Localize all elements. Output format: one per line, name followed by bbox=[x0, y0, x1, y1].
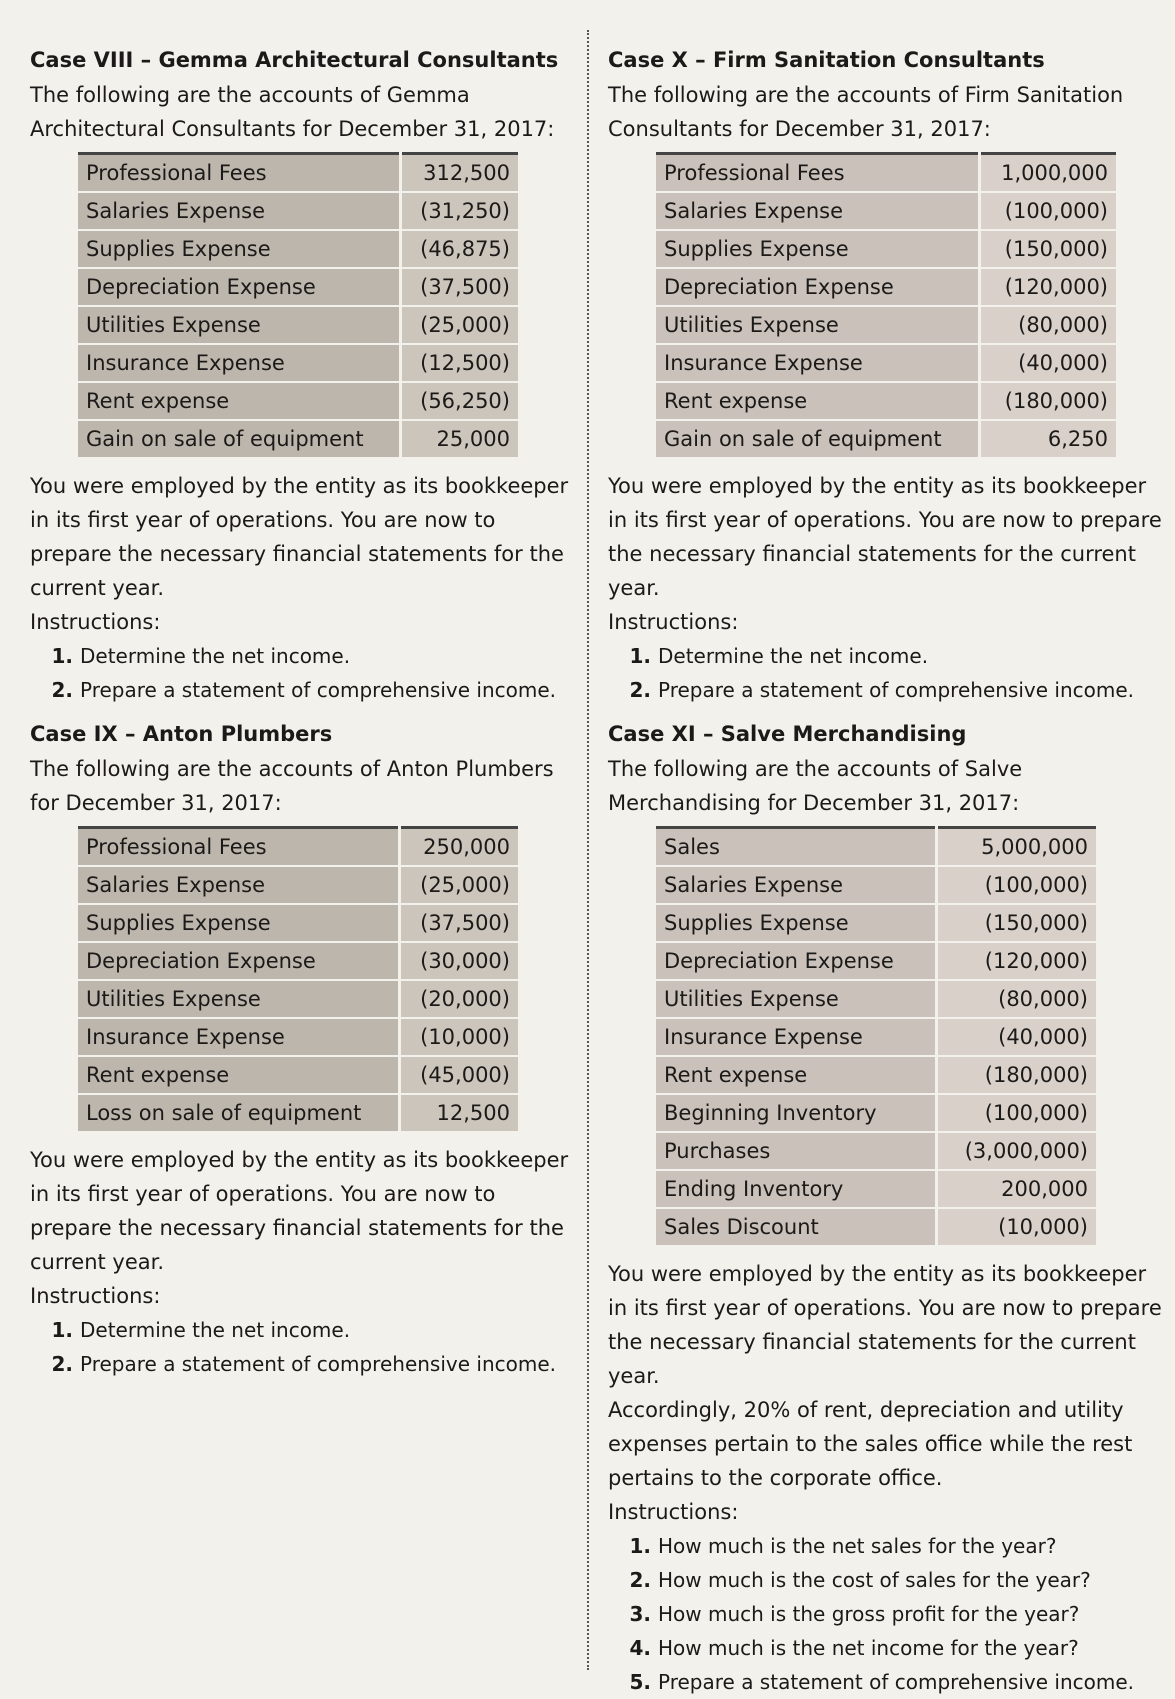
account-amount: (120,000) bbox=[936, 942, 1096, 980]
account-name: Salaries Expense bbox=[78, 866, 400, 904]
instruction-item: 2. Prepare a statement of comprehensive income. bbox=[80, 1347, 578, 1381]
table-row bbox=[656, 344, 1116, 382]
account-name: Supplies Expense bbox=[78, 904, 400, 942]
table-row bbox=[78, 942, 518, 980]
table-row bbox=[656, 980, 1096, 1018]
account-name: Rent expense bbox=[78, 382, 401, 420]
instructions-label: Instructions: bbox=[30, 1284, 161, 1308]
account-amount: (80,000) bbox=[980, 306, 1116, 344]
account-amount: 200,000 bbox=[936, 1170, 1096, 1208]
account-name: Professional Fees bbox=[656, 154, 980, 193]
account-amount: (37,500) bbox=[401, 268, 518, 306]
case-intro: The following are the accounts of Anton Plumbers for December 31, 2017: bbox=[30, 757, 554, 815]
case-x bbox=[608, 48, 1168, 707]
table-row bbox=[656, 828, 1096, 867]
account-amount: (180,000) bbox=[980, 382, 1116, 420]
account-amount: (150,000) bbox=[980, 230, 1116, 268]
table-row bbox=[656, 306, 1116, 344]
instructions-list bbox=[608, 1529, 1168, 1699]
case-intro: The following are the accounts of Firm Sanitation Consultants for December 31, 2017: bbox=[608, 83, 1124, 141]
table-row bbox=[656, 192, 1116, 230]
case-paragraph-allocation: Accordingly, 20% of rent, depreciation and utility expenses pertain to the sales office while the rest pertains to the corporate office. bbox=[608, 1398, 1133, 1490]
account-name: Purchases bbox=[656, 1132, 936, 1170]
account-name: Depreciation Expense bbox=[656, 268, 980, 306]
table-row bbox=[656, 1132, 1096, 1170]
account-name: Ending Inventory bbox=[656, 1170, 936, 1208]
account-name: Professional Fees bbox=[78, 828, 400, 867]
instruction-item: 4. How much is the net income for the year? bbox=[658, 1631, 1168, 1665]
account-amount: (45,000) bbox=[400, 1056, 518, 1094]
table-row bbox=[656, 382, 1116, 420]
table-row bbox=[656, 1170, 1096, 1208]
account-name: Rent expense bbox=[656, 382, 980, 420]
instruction-item: 2. How much is the cost of sales for the year? bbox=[658, 1563, 1168, 1597]
account-amount: (31,250) bbox=[401, 192, 518, 230]
account-amount: 25,000 bbox=[401, 420, 518, 458]
account-name: Depreciation Expense bbox=[78, 942, 400, 980]
accounts-table bbox=[656, 826, 1096, 1247]
table-row bbox=[78, 904, 518, 942]
table-row bbox=[656, 1208, 1096, 1246]
account-name: Supplies Expense bbox=[656, 230, 980, 268]
account-amount: (46,875) bbox=[401, 230, 518, 268]
table-row bbox=[656, 866, 1096, 904]
table-row bbox=[78, 230, 518, 268]
case-intro: The following are the accounts of Salve Merchandising for December 31, 2017: bbox=[608, 757, 1023, 815]
table-row bbox=[656, 1094, 1096, 1132]
account-name: Rent expense bbox=[656, 1056, 936, 1094]
table-row bbox=[78, 192, 518, 230]
account-amount: (100,000) bbox=[980, 192, 1116, 230]
table-row bbox=[656, 420, 1116, 458]
case-paragraph: You were employed by the entity as its bookkeeper in its first year of operations. You are now to prepare the necessary financial statements for the current year. bbox=[30, 1148, 569, 1274]
instructions-label: Instructions: bbox=[608, 610, 739, 634]
instruction-item: 2. Prepare a statement of comprehensive income. bbox=[658, 673, 1168, 707]
table-row bbox=[78, 1056, 518, 1094]
table-row bbox=[78, 306, 518, 344]
account-name: Utilities Expense bbox=[78, 980, 400, 1018]
table-row bbox=[78, 1094, 518, 1132]
case-title: Case X – Firm Sanitation Consultants bbox=[608, 48, 1045, 72]
case-paragraph: You were employed by the entity as its bookkeeper in its first year of operations. You are now to prepare the necessary financial statements for the current year. bbox=[608, 474, 1162, 600]
account-name: Professional Fees bbox=[78, 154, 401, 193]
table-row bbox=[78, 980, 518, 1018]
table-row bbox=[656, 1056, 1096, 1094]
account-amount: (150,000) bbox=[936, 904, 1096, 942]
account-amount: 312,500 bbox=[401, 154, 518, 193]
table-row bbox=[656, 904, 1096, 942]
accounts-table bbox=[656, 152, 1116, 459]
account-name: Rent expense bbox=[78, 1056, 400, 1094]
table-row bbox=[656, 268, 1116, 306]
case-title: Case XI – Salve Merchandising bbox=[608, 722, 967, 746]
account-name: Salaries Expense bbox=[78, 192, 401, 230]
instructions-label: Instructions: bbox=[608, 1500, 739, 1524]
account-name: Depreciation Expense bbox=[78, 268, 401, 306]
table-row bbox=[656, 154, 1116, 193]
instructions-list bbox=[30, 1313, 578, 1381]
instruction-item: 1. Determine the net income. bbox=[80, 639, 578, 673]
table-row bbox=[78, 866, 518, 904]
account-amount: (25,000) bbox=[401, 306, 518, 344]
account-amount: (56,250) bbox=[401, 382, 518, 420]
instruction-item: 1. Determine the net income. bbox=[658, 639, 1168, 673]
account-name: Salaries Expense bbox=[656, 192, 980, 230]
account-amount: (10,000) bbox=[936, 1208, 1096, 1246]
account-amount: 5,000,000 bbox=[936, 828, 1096, 867]
instruction-item: 5. Prepare a statement of comprehensive income. bbox=[658, 1665, 1168, 1699]
account-amount: (25,000) bbox=[400, 866, 518, 904]
account-name: Supplies Expense bbox=[656, 904, 936, 942]
account-amount: 12,500 bbox=[400, 1094, 518, 1132]
case-paragraph: You were employed by the entity as its bookkeeper in its first year of operations. You are now to prepare the necessary financial statements for the current year. bbox=[608, 1262, 1162, 1388]
account-name: Depreciation Expense bbox=[656, 942, 936, 980]
account-name: Gain on sale of equipment bbox=[78, 420, 401, 458]
account-amount: 1,000,000 bbox=[980, 154, 1116, 193]
account-name: Gain on sale of equipment bbox=[656, 420, 980, 458]
column-divider bbox=[587, 30, 589, 1670]
accounts-table bbox=[78, 826, 518, 1133]
account-amount: (80,000) bbox=[936, 980, 1096, 1018]
account-name: Sales bbox=[656, 828, 936, 867]
account-amount: (100,000) bbox=[936, 1094, 1096, 1132]
account-name: Utilities Expense bbox=[656, 306, 980, 344]
account-amount: (37,500) bbox=[400, 904, 518, 942]
table-row bbox=[656, 230, 1116, 268]
table-row bbox=[78, 344, 518, 382]
account-amount: (10,000) bbox=[400, 1018, 518, 1056]
account-name: Salaries Expense bbox=[656, 866, 936, 904]
case-intro: The following are the accounts of Gemma Architectural Consultants for December 31, 2017: bbox=[30, 83, 555, 141]
account-amount: (100,000) bbox=[936, 866, 1096, 904]
table-row bbox=[78, 382, 518, 420]
instruction-item: 2. Prepare a statement of comprehensive income. bbox=[80, 673, 578, 707]
table-row bbox=[78, 1018, 518, 1056]
account-amount: (180,000) bbox=[936, 1056, 1096, 1094]
account-amount: (12,500) bbox=[401, 344, 518, 382]
table-row bbox=[78, 268, 518, 306]
case-title: Case IX – Anton Plumbers bbox=[30, 722, 333, 746]
instruction-item: 3. How much is the gross profit for the year? bbox=[658, 1597, 1168, 1631]
account-name: Utilities Expense bbox=[78, 306, 401, 344]
account-name: Insurance Expense bbox=[656, 1018, 936, 1056]
account-name: Loss on sale of equipment bbox=[78, 1094, 400, 1132]
case-title: Case VIII – Gemma Architectural Consultants bbox=[30, 48, 559, 72]
case-viii bbox=[30, 48, 578, 707]
accounts-table bbox=[78, 152, 518, 459]
account-amount: (30,000) bbox=[400, 942, 518, 980]
instructions-label: Instructions: bbox=[30, 610, 161, 634]
table-row bbox=[78, 420, 518, 458]
account-amount: (3,000,000) bbox=[936, 1132, 1096, 1170]
case-xi bbox=[608, 722, 1168, 1699]
account-name: Insurance Expense bbox=[656, 344, 980, 382]
account-name: Sales Discount bbox=[656, 1208, 936, 1246]
account-amount: 6,250 bbox=[980, 420, 1116, 458]
account-name: Supplies Expense bbox=[78, 230, 401, 268]
case-ix bbox=[30, 722, 578, 1381]
case-paragraph: You were employed by the entity as its bookkeeper in its first year of operations. You are now to prepare the necessary financial statements for the current year. bbox=[30, 474, 569, 600]
account-name: Insurance Expense bbox=[78, 344, 401, 382]
account-amount: (40,000) bbox=[980, 344, 1116, 382]
account-amount: (120,000) bbox=[980, 268, 1116, 306]
account-amount: 250,000 bbox=[400, 828, 518, 867]
account-amount: (20,000) bbox=[400, 980, 518, 1018]
table-row bbox=[78, 154, 518, 193]
table-row bbox=[656, 942, 1096, 980]
instructions-list bbox=[608, 639, 1168, 707]
account-name: Beginning Inventory bbox=[656, 1094, 936, 1132]
instruction-item: 1. Determine the net income. bbox=[80, 1313, 578, 1347]
account-name: Insurance Expense bbox=[78, 1018, 400, 1056]
instructions-list bbox=[30, 639, 578, 707]
table-row bbox=[78, 828, 518, 867]
account-amount: (40,000) bbox=[936, 1018, 1096, 1056]
instruction-item: 1. How much is the net sales for the year? bbox=[658, 1529, 1168, 1563]
account-name: Utilities Expense bbox=[656, 980, 936, 1018]
table-row bbox=[656, 1018, 1096, 1056]
